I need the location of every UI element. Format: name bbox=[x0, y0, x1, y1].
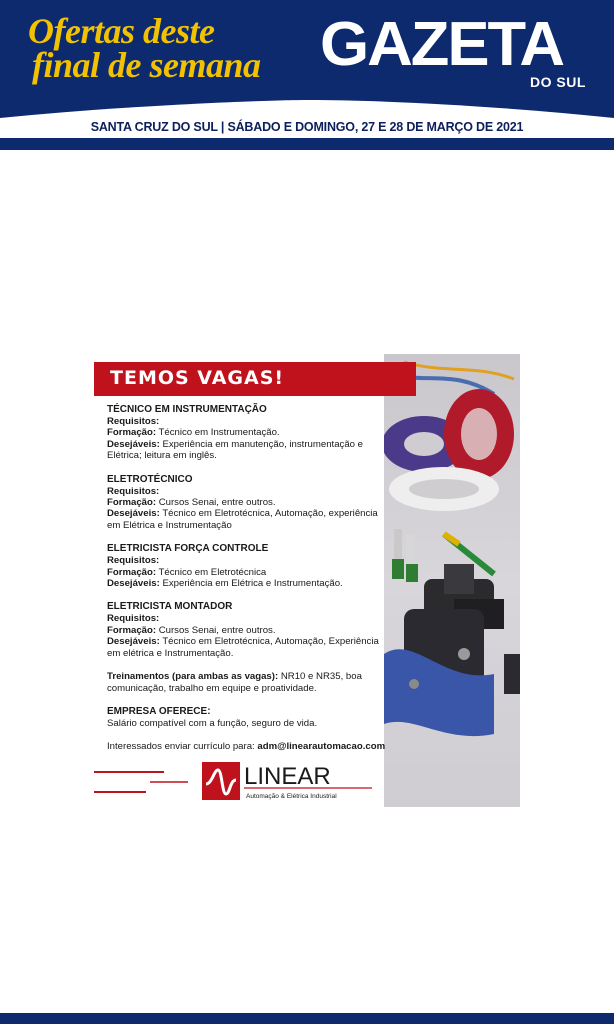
education-value: Técnico em Instrumentação. bbox=[158, 427, 280, 439]
weekend-offers-title bbox=[28, 11, 318, 85]
bottom-bar bbox=[0, 1013, 614, 1024]
job-listing bbox=[107, 404, 387, 462]
linear-logo bbox=[94, 758, 384, 804]
education-label: Formação: bbox=[107, 566, 157, 578]
job-title: TÉCNICO EM INSTRUMENTAÇÃO bbox=[107, 404, 267, 415]
we-are-hiring-banner bbox=[94, 362, 416, 396]
education-line bbox=[107, 567, 387, 578]
job-listing bbox=[107, 601, 387, 659]
job-title: ELETRICISTA MONTADOR bbox=[107, 601, 233, 613]
job-advertisement bbox=[94, 354, 520, 807]
education-value: Cursos Senai, entre outros. bbox=[158, 497, 276, 509]
job-listings bbox=[107, 404, 387, 753]
masthead bbox=[0, 0, 614, 150]
dateline: SANTA CRUZ DO SUL | SÁBADO E DOMINGO, 27 E 28 DE MARÇO DE 2021 bbox=[90, 120, 524, 134]
requirements-label: Requisitos: bbox=[107, 416, 160, 427]
job-title: ELETRICISTA FORÇA CONTROLE bbox=[107, 543, 269, 555]
education-label: Formação: bbox=[107, 427, 157, 439]
contact-text: Interessados enviar currículo para: bbox=[107, 741, 255, 753]
training-text: NR10 e NR35, boa comunicação, trabalho em equipe e proatividade. bbox=[107, 671, 362, 694]
banner-title: TEMOS VAGAS! bbox=[110, 367, 285, 389]
desirable-label: Desejáveis: bbox=[107, 636, 160, 648]
requirements-label: Requisitos: bbox=[107, 555, 160, 567]
desirable-line bbox=[107, 439, 387, 462]
education-line bbox=[107, 427, 387, 438]
desirable-value: Técnico em Eletrotécnica, Automação, experiência em Elétrica e Instrumentação bbox=[107, 508, 378, 531]
company-offers-title: EMPRESA OFERECE: bbox=[107, 705, 211, 717]
contact-line bbox=[107, 741, 387, 752]
desirable-label: Desejáveis: bbox=[107, 578, 160, 590]
education-line bbox=[107, 497, 387, 508]
desirable-label: Desejáveis: bbox=[107, 508, 160, 520]
job-title: ELETROTÉCNICO bbox=[107, 473, 193, 485]
contact-email[interactable]: adm@linearautomacao.com bbox=[257, 741, 386, 753]
company-offers-section bbox=[107, 706, 387, 729]
desirable-value: Técnico em Eletrotécnica, Automação, Experiência em elétrica e Instrumentação. bbox=[107, 636, 379, 659]
linear-logo-name: LINEAR bbox=[244, 763, 331, 790]
requirements-label: Requisitos: bbox=[107, 485, 160, 497]
tools-photo bbox=[384, 354, 520, 807]
desirable-label: Desejáveis: bbox=[107, 438, 160, 450]
education-value: Técnico em Eletrotécnica bbox=[158, 566, 267, 578]
gazeta-logo-sub: DO SUL bbox=[530, 74, 586, 90]
desirable-line bbox=[107, 636, 387, 659]
education-label: Formação: bbox=[107, 497, 157, 509]
education-label: Formação: bbox=[107, 624, 157, 636]
offer-title-line1: Ofertas deste bbox=[28, 11, 215, 51]
linear-logo-tagline: Automação & Elétrica Industrial bbox=[246, 793, 337, 800]
job-listing bbox=[107, 474, 387, 532]
gazeta-logo[interactable]: GAZETA bbox=[320, 10, 564, 79]
desirable-line bbox=[107, 508, 387, 531]
offer-title-line2: final de semana bbox=[32, 45, 261, 85]
desirable-value: Experiência em manutenção, instrumentação e Elétrica; leitura em inglês. bbox=[107, 438, 363, 462]
requirements-label: Requisitos: bbox=[107, 613, 160, 625]
job-listing bbox=[107, 543, 387, 589]
company-offers-text: Salário compatível com a função, seguro de vida. bbox=[107, 717, 318, 729]
desirable-value: Experiência em Elétrica e Instrumentação. bbox=[162, 578, 343, 590]
education-line bbox=[107, 625, 387, 636]
desirable-line bbox=[107, 578, 387, 589]
education-value: Cursos Senai, entre outros. bbox=[158, 624, 276, 636]
training-section bbox=[107, 671, 387, 694]
training-label: Treinamentos (para ambas as vagas): bbox=[107, 671, 279, 683]
